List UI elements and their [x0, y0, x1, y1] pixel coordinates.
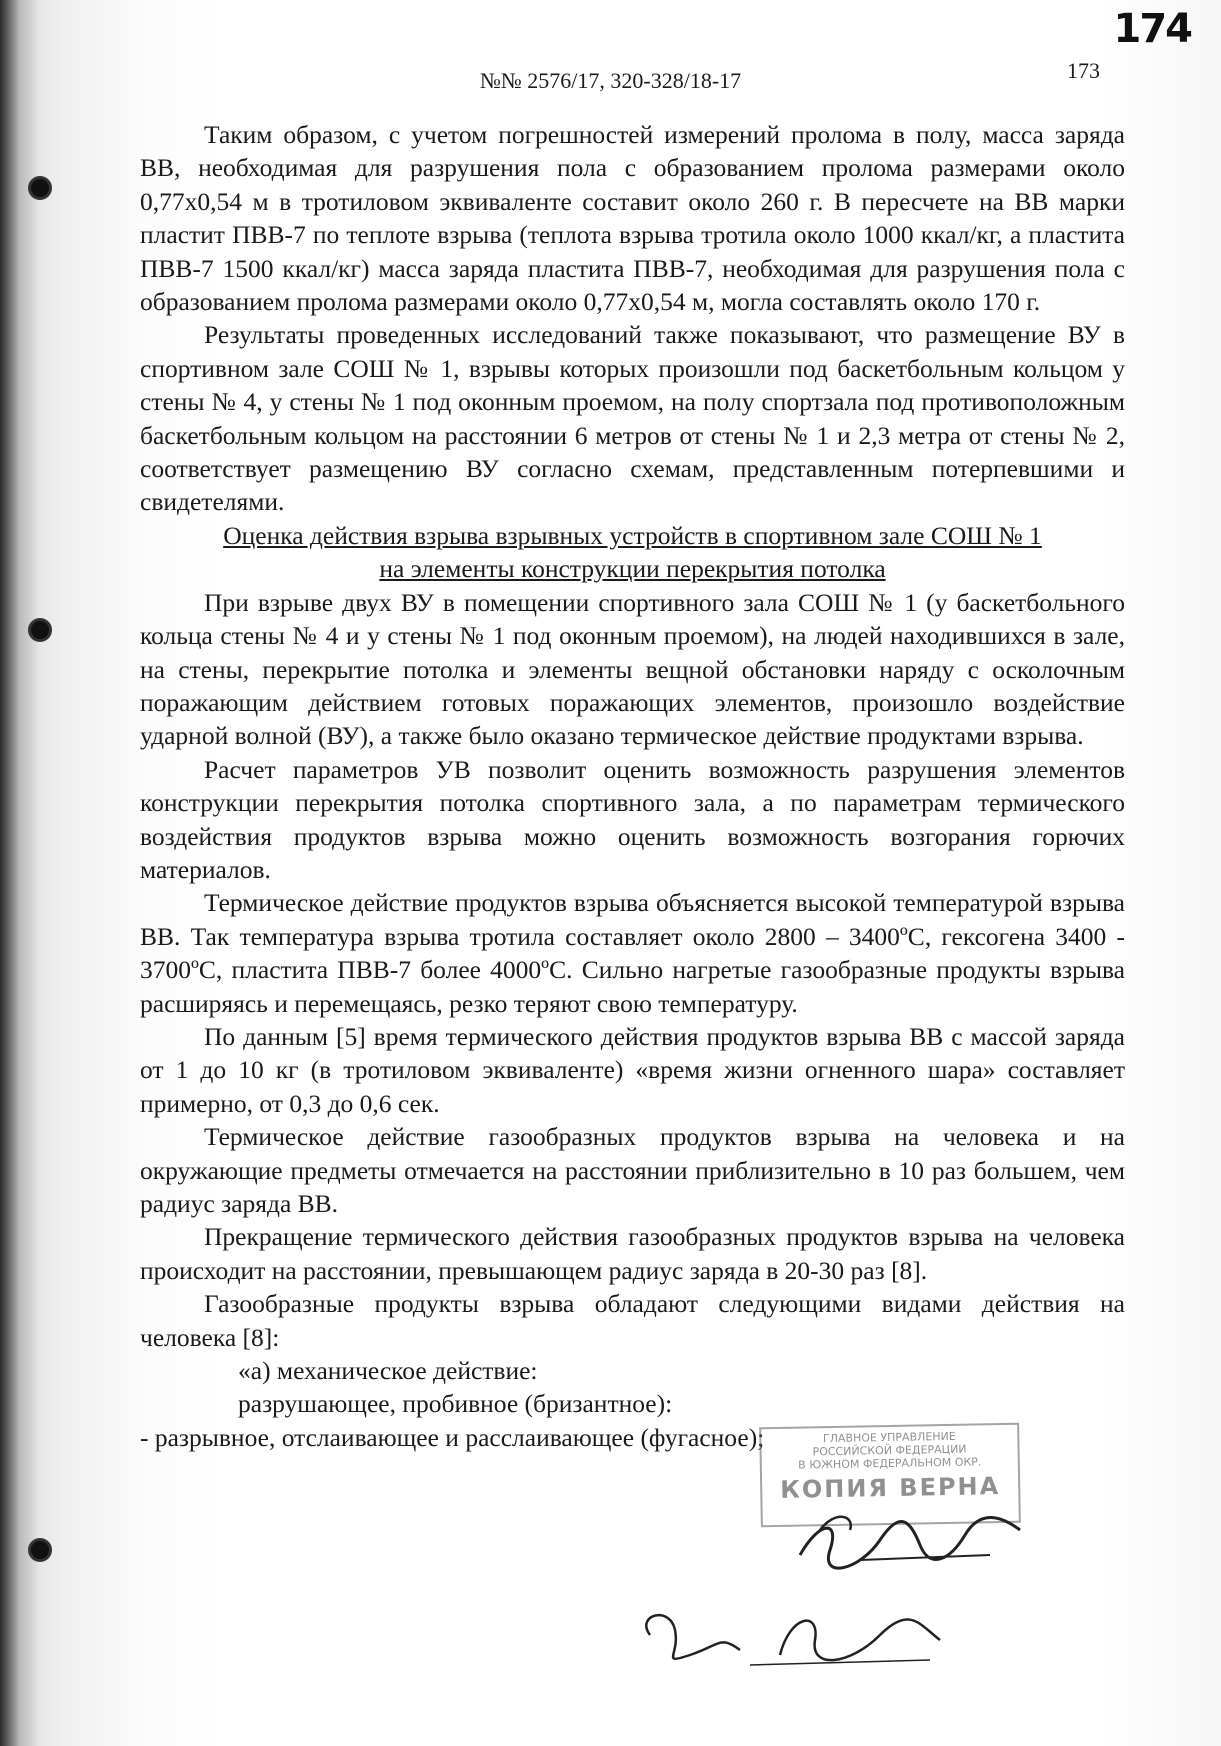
paragraph: По данным [5] время термического действия продуктов взрыва ВВ с массой заряда от 1 до 10 кг (в тротиловом эквиваленте) «время жизни огненного шара» составляет примерно, от 0,3 до 0,6 сек. [140, 1021, 1125, 1118]
paragraph: Газообразные продукты взрыва обладают следующими видами действия на человека [8]: [140, 1289, 1125, 1352]
stamp-line: РОССИЙСКОЙ ФЕДЕРАЦИИ [812, 1442, 967, 1459]
list-item: разрушающее, пробивное (бризантное): [238, 1389, 673, 1419]
punch-hole-middle [28, 618, 52, 642]
paragraph: Результаты проведенных исследований также показывают, что размещение ВУ в спортивном зале СОШ № 1, взрывы которых произошли под баскетбольным кольцом у стены № 4, у стены № 1 под оконным проемом, на полу спортзала под противоположным баскетбольным кольцом на расстоянии 6 метров от стены № 1 и 2,3 метра от стены № 2, соответствует размещению ВУ согласно схемам, представленным потерпевшими и свидетелями. [140, 320, 1125, 517]
printed-page-number: 173 [1067, 58, 1100, 83]
section-heading [140, 519, 1125, 586]
section-heading-line: на элементы конструкции перекрытия потолка [379, 554, 886, 584]
signature-upper [790, 1500, 1030, 1590]
paragraph: Таким образом, с учетом погрешностей измерений пролома в полу, масса заряда ВВ, необходимая для разрушения пола с образованием пролома размерами около 0,77х0,54 м в тротиловом эквиваленте составит около 260 г. В пересчете на ВВ марки пластит ПВВ-7 по теплоте взрыва (теплота взрыва тротила около 1000 ккал/кг, а пластита ПВВ-7 1500 ккал/кг) масса заряда пластита ПВВ-7, необходимая для разрушения пола с образованием пролома размерами около 0,77х0,54 м, могла составлять около 170 г. [140, 120, 1125, 317]
paragraph: Расчет параметров УВ позволит оценить возможность разрушения элементов конструкции перекрытия потолка спортивного зала, а по параметрам термического воздействия продуктов взрыва можно оценить возможность возгорания горючих материалов. [140, 754, 1125, 884]
stamp-line: В ЮЖНОМ ФЕДЕРАЛЬНОМ ОКР. [798, 1455, 982, 1472]
handwritten-page-number: 174 [1113, 6, 1191, 52]
list-item: «а) механическое действие: [238, 1356, 538, 1386]
binding-edge-shadow [0, 0, 40, 1746]
document-body [140, 118, 1125, 1454]
case-number: №№ 2576/17, 320-328/18-17 [479, 68, 742, 93]
paragraph: Термическое действие газообразных продуктов взрыва на человека и на окружающие предметы отмечается на расстоянии приблизительно в 10 раз большем, чем радиус заряда ВВ. [140, 1122, 1125, 1218]
paragraph: Прекращение термического действия газообразных продуктов взрыва на человека происходит на расстоянии, превышающем радиус заряда в 20-30 раз [8]. [140, 1222, 1125, 1285]
section-heading-line: Оценка действия взрыва взрывных устройств в спортивном зале СОШ № 1 [223, 520, 1042, 550]
punch-hole-top [28, 176, 52, 200]
paragraph: При взрыве двух ВУ в помещении спортивного зала СОШ № 1 (у баскетбольного кольца стены № 4 и у стены № 1 под оконным проемом), на людей находившихся в зале, на стены, перекрытие потолка и элементы вещной обстановки наряду с осколочным поражающим действием готовых поражающих элементов, произошло воздействие ударной волной (ВУ), а также было оказано термическое действие продуктами взрыва. [140, 587, 1125, 751]
stamp-line: ГЛАВНОЕ УПРАВЛЕНИЕ [822, 1429, 956, 1446]
punch-hole-bottom [28, 1538, 52, 1562]
signature-lower [630, 1595, 950, 1685]
paragraph: Термическое действие продуктов взрыва объясняется высокой температурой взрыва ВВ. Так температура взрыва тротила составляет около 2800 – 3400ºС, гексогена 3400 - 3700ºС, пластита ПВВ-7 более 4000ºС. Сильно нагретые газообразные продукты взрыва расширяясь и перемещаясь, резко теряют свою температуру. [140, 888, 1125, 1018]
list-item: - разрывное, отслаивающее и расслаивающее (фугасное); [140, 1422, 765, 1452]
stamp-title: КОПИЯ ВЕРНА [780, 1472, 1001, 1504]
